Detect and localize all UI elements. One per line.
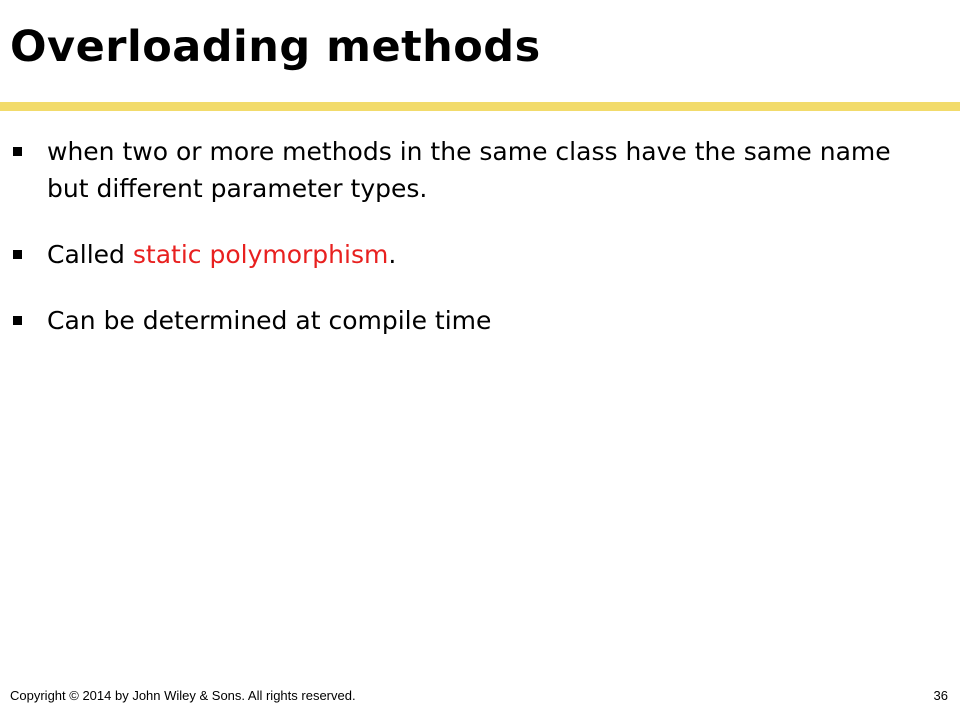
square-bullet-icon: [13, 250, 22, 259]
bullet-text-prefix: Called: [47, 240, 133, 269]
highlighted-term: static polymorphism: [132, 240, 389, 269]
bullet-item: [13, 133, 913, 207]
square-bullet-icon: [13, 316, 22, 325]
bullet-text: when two or more methods in the same class have the same name but different parameter types.: [47, 137, 891, 203]
square-bullet-icon: [13, 147, 22, 156]
bullet-item: [13, 302, 913, 339]
bullet-item: [13, 236, 913, 273]
slide-title: Overloading methods: [10, 22, 541, 72]
title-divider: [0, 102, 960, 111]
bullet-list: [13, 133, 913, 368]
bullet-text: Can be determined at compile time: [47, 306, 492, 335]
page-number: 36: [933, 688, 948, 703]
bullet-text-suffix: .: [388, 240, 397, 269]
copyright-notice: Copyright © 2014 by John Wiley & Sons. All rights reserved.: [10, 688, 356, 703]
